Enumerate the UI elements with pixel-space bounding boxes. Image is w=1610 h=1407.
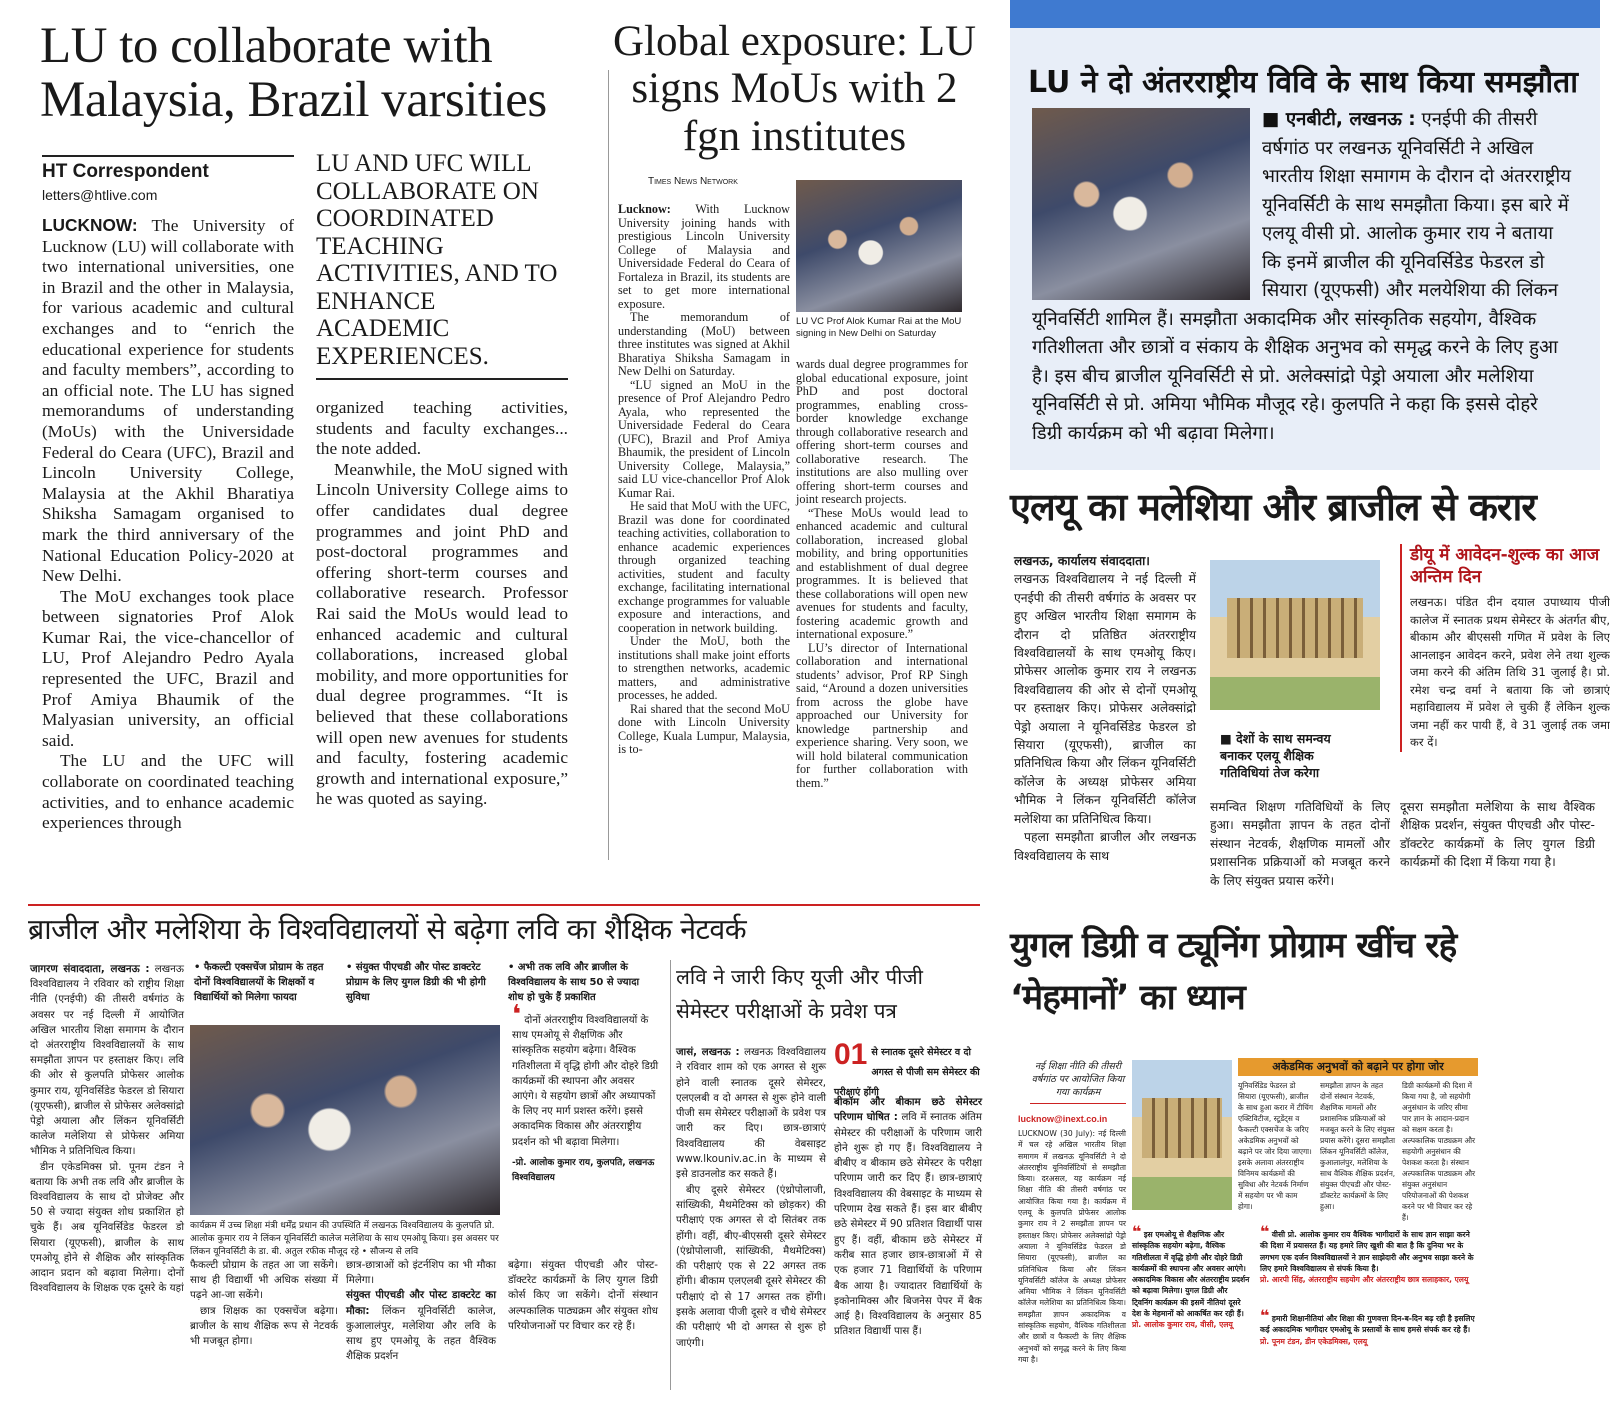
jagran-text-6: लिंकन यूनिवर्सिटी कालेज, कुआलालंपुर, मलेशिया और लवि के साथ हुए एमओयू के तहत वैश्विक शैक्षिक प्रदर्शन	[346, 1304, 496, 1363]
toi-para-5: Under the MoU, both the institutions shall make joint efforts to strengthen networks, academic matters, and administrative processes, he added.	[618, 634, 790, 702]
nbt-top-band	[1010, 0, 1600, 28]
ht-email: letters@htlive.com	[42, 187, 158, 203]
inext-quote-1-text: इस एमओयू से शैक्षणिक और सांस्कृतिक सहयोग बढ़ेगा, वैश्विक गतिशीलता में वृद्धि होगी और दोहरे डिग्री कार्यक्रमों की स्थापना और अवसर आएंगे। अकादमिक विकास और अंतरराष्ट्रीय प्रदर्शन को बढ़ावा मिलेगा। युगल डिग्री और टि्वनिंग कार्यक्रम की इसमें नीतियां दूसरे देश के मेहमानों को आकर्षित कर रही हैं।	[1132, 1230, 1250, 1319]
jagran-para-4: छात्र शिक्षक का एक्सचेंज बढ़ेगा। ब्राजील के साथ शैक्षिक रूप से नेटवर्क भी मजबूत होगा।	[190, 1304, 338, 1348]
ht-byline-block	[42, 155, 294, 203]
toi-photo	[796, 180, 962, 312]
exam-dateline: जासं, लखनऊ :	[676, 1047, 740, 1058]
toi-col1	[618, 203, 790, 757]
inext-kicker: नई शिक्षा नीति की तीसरी वर्षगांठ पर आयोजित किया गया कार्यक्रम	[1030, 1060, 1126, 1104]
toi-para-2: The memorandum of understanding (MoU) between three institutes was signed at Akhil Bharatiya Shiksha Samagam in New Delhi on Saturday.	[618, 310, 790, 378]
hindustan-photo-caption: ■ देशों के साथ समन्वय बनाकर एलयू शैक्षिक गतिविधियां तेज करेगा	[1220, 731, 1331, 780]
inext-headline: युगल डिग्री व ट्यूनिंग प्रोग्राम खींच रहे ‘मेहमानों’ का ध्यान	[1010, 926, 1457, 1018]
ht-para-4: organized teaching activities, students and faculty exchanges... the note added.	[316, 398, 568, 459]
jagran-col1	[30, 962, 184, 1296]
ht-para-1	[42, 215, 294, 587]
exam-text-2: लवि में स्नातक अंतिम सेमेस्टर की परीक्षाओं के परिणाम जारी होने शुरू हो गए हैं। विश्वविद्यालय ने बीबीए व बीकाम छठे सेमेस्टर के परीक्षा परिणाम जारी कर दिए हैं। छात्र-छात्राएं विश्वविद्यालय की वेबसाइट के माध्यम से परिणाम देख सकते हैं। इस बार बीबीए छठे सेमेस्टर में 90 प्रतिशत विद्यार्थी पास हुए हैं। वहीं, बीकाम छठे सेमेस्टर में करीब सात हजार छात्र-छात्राओं में से एक हजार 71 विद्यार्थियों के परिणाम बैक आया है। ज्यादातर विद्यार्थियों के इकोनामिक्स और बिजनेस पेपर में बैक आई है। विश्वविद्यालय के अनुसार 85 प्रतिशत विद्यार्थी पास हैं।	[834, 1112, 982, 1338]
ht-dateline: LUCKNOW:	[42, 215, 138, 235]
nbt-text	[1032, 106, 1572, 448]
toi-para-3: “LU signed an MoU in the presence of Prof Alejandro Pedro Ayala, who represented the Universidade Federal do Ceara (UFC), Brazil and Prof Amiya Bhaumik, the president of Lincoln University College, Malaysia,” said LU vice-chancellor Prof Alok Kumar Rai.	[618, 377, 790, 500]
du-fee-text: लखनऊ। पंडित दीन दयाल उपाध्याय पीजी कालेज में स्नातक प्रथम सेमेस्टर के अंतर्गत बीए, बीकाम और बीएससी गणित में प्रवेश के लिए आनलाइन आवेदन करने, प्रवेश लेने तथा शुल्क जमा करने की अंतिम तिथि 31 जुलाई है। प्रो. रमेश चन्द्र वर्मा ने बताया कि जो छात्राएं महाविद्यालय में प्रवेश ले चुकी हैं लेकिन शुल्क जमा नहीं कर पायी हैं, वे 31 जुलाई तक जमा कर दें।	[1410, 595, 1610, 749]
toi-text-1: With Lucknow University joining hands with prestigious Lincoln University College of Malaysia and Universidade Federal do Ceara of Fortaleza in Brazil, its students are set to get more international exposure.	[618, 202, 790, 311]
jagran-col3	[346, 1258, 496, 1364]
exam-number: 01	[834, 1038, 868, 1071]
red-top-rule	[28, 904, 980, 906]
toi-para-6: Rai shared that the second MoU done with Lincoln University College, Kuala Lumpur, Malaysia, is to-	[618, 701, 790, 756]
ht-text-1: The University of Lucknow (LU) will collaborate with two international universities, one in Brazil and the other in Malaysia, for various academic and cultural exchanges and to “enrich the educational experience for students and faculty members”, according to an official note. The LU has signed memorandums of understanding (MoUs) with the Universidade Federal do Ceara (UFC), Brazil and Lincoln University College, Malaysia at the Akhil Bharatiya Shiksha Samagam organised to mark the third anniversary of the National Education Policy-2020 at New Delhi.	[42, 216, 294, 586]
nbt-body: एनईपी की तीसरी वर्षगांठ पर लखनऊ यूनिवर्सिटी ने अखिल भारतीय शिक्षा समागम के दौरान दो अंतरराष्ट्रीय यूनिवर्सिटी के साथ समझौता किया। इस बारे में एलयू वीसी प्रो. आलोक कुमार राय ने बताया कि इनमें ब्राजील की यूनिवर्सिडेड फेडरल डो सियारा (यूएफसी) और मलयेशिया की लिंकन यूनिवर्सिटी शामिल हैं। समझौता अकादमिक और सांस्कृतिक सहयोग, वैश्विक गतिशीलता और छात्रों व संकाय के शैक्षिक अनुभव को समृद्ध करने के लिए हुआ है। इस बीच ब्राजील यूनिवर्सिटी से प्रो. अलेक्सांद्रो पेड्रो अयाला और मलेशिया यूनिवर्सिटी से प्रो. अमिया भौमिक मौजूद रहे। कुलपति ने कहा कि इससे दोहरे डिग्री कार्यक्रम को भी बढ़ावा मिलेगा।	[1032, 109, 1571, 444]
column-divider-2	[670, 960, 671, 1390]
toi-headline: Global exposure: LU signs MoUs with 2 fgn institutes	[612, 18, 977, 160]
column-divider	[608, 70, 609, 860]
jagran-text-1: लखनऊ विश्वविद्यालय ने रविवार को राष्ट्रीय शिक्षा नीति (एनईपी) की तीसरी वर्षगांठ के अवसर पर नई दिल्ली में आयोजित अखिल भारतीय शिक्षा समागम के दौरान दो अंतरराष्ट्रीय विश्वविद्यालयों के साथ समझौता ज्ञापन पर हस्ताक्षर किए। लवि की ओर से कुलपति प्रोफेसर आलोक कुमार राय, यूनिवर्सिडेड फेडरल डो सियारा (यूएफसी), ब्राजील से प्रोफेसर अलेक्सांद्रो पेड्रो अयाला और लिंकन यूनिवर्सिटी कालेज मलेशिया से प्रोफेसर अमिया भौमिक ने प्रतिनिधित्व किया।	[30, 963, 184, 1158]
inext-article	[1010, 920, 1480, 1400]
jagran-para-6	[346, 1288, 496, 1364]
du-fee-box	[1400, 544, 1610, 752]
du-fee-headline: डीयू में आवेदन-शुल्क का आज अन्तिम दिन	[1410, 545, 1600, 587]
jagran-quote: दोनों अंतरराष्ट्रीय विश्वविद्यालयों के साथ एमओयू से शैक्षणिक और सांस्कृतिक सहयोग बढ़ेगा। वैश्विक गतिशीलता में वृद्धि होगी और दोहरे डिग्री कार्यक्रमों की स्थापना और अवसर आएंगे। ये सहयोग छात्रों और अध्यापकों के लिए नए मार्ग प्रशस्त करेंगे। इससे अकादमिक विकास और अंतरराष्ट्रीय प्रदर्शन को भी बढ़ावा मिलेगा।	[512, 1015, 659, 1148]
jagran-headline: ब्राजील और मलेशिया के विश्वविद्यालयों से बढ़ेगा लवि का शैक्षिक नेटवर्क	[28, 913, 747, 946]
inext-quote-2-text: वीसी प्रो. आलोक कुमार राय वैश्विक भागीदारों के साथ ज्ञान साझा करने की दिशा में प्रयासरत हैं। यह हमारे लिए खुशी की बात है कि दुनिया भर के लगभग एक दर्जन विश्वविद्यालयों ने ज्ञान साझेदारी और अनुभव साझा करने के लिए हमारे विश्वविद्यालय से संपर्क किया है।	[1260, 1230, 1474, 1273]
exam-highlight	[834, 1040, 980, 1100]
exam-headline: लवि ने जारी किए यूजी और पीजी सेमेस्टर परीक्षाओं के प्रवेश पत्र	[676, 965, 923, 1023]
ht-headline: LU to collaborate with Malaysia, Brazil varsities	[40, 18, 547, 128]
quote-mark-icon: ❝	[1260, 1306, 1270, 1325]
inext-photo	[1132, 1060, 1232, 1210]
inext-box-col2: समझौता ज्ञापन के तहत दोनों संस्थान नेटवर्क, शैक्षणिक मामलों और प्रशासनिक प्रक्रियाओं को मजबूत करने के लिए संयुक्त प्रयास करेंगे। दूसरा समझौता लिंकन यूनिवर्सिटी कॉलेज, कुआलालंपुर, मलेशिया के साथ वैश्विक शैक्षिक प्रदर्शन, संयुक्त पीएचडी और पोस्ट-डॉक्टरेट कार्यक्रमों के लिए हुआ।	[1320, 1081, 1396, 1211]
hindustan-col3: दूसरा समझौता मलेशिया के साथ वैश्विक शैक्षिक प्रदर्शन, संयुक्त पीएचडी और पोस्ट-डॉक्टरेट कार्यक्रमों के लिए युगल डिग्री कार्यक्रमों की दिशा में किया गया है।	[1400, 800, 1595, 870]
ht-para-3: The LU and the UFC will collaborate on coordinated teaching activities, and to enhance academic experiences through	[42, 751, 294, 833]
jagran-quote-box	[512, 1000, 660, 1186]
toi-dateline: Lucknow:	[618, 202, 671, 216]
exam-col1	[676, 1045, 826, 1351]
hindustan-dateline: लखनऊ, कार्यालय संवाददाता।	[1014, 554, 1150, 568]
toi-para-8: “These MoUs would lead to enhanced academic and cultural collaboration, increased global mobility, and bring opportunities and establishment of dual degree programmes. It is believed that these collaborations will open new avenues for students and faculty, fostering academic growth and international exposure.”	[796, 505, 968, 641]
jagran-para-1	[30, 962, 184, 1160]
jagran-bullet-3: • अभी तक लवि और ब्राजील के विश्वविद्यालय के साथ 50 से ज्यादा शोध हो चुके हैं प्रकाशित	[508, 962, 640, 1003]
hindustan-article	[1010, 480, 1610, 900]
ht-byline: HT Correspondent	[42, 155, 294, 183]
nbt-headline: LU ने दो अंतरराष्ट्रीय विवि के साथ किया समझौता	[1028, 65, 1579, 100]
ht-col1	[42, 215, 294, 834]
jagran-dateline: जागरण संवाददाता, लखनऊ :	[30, 963, 150, 975]
toi-para-4: He said that MoU with the UFC, Brazil was done for coordinated teaching activities, collaboration to enhance academic experiences through organized teaching activities, student and faculty exchange, facilitating international exchange programmes for valuable exposure and interactions, and cooperation in network building.	[618, 499, 790, 635]
quote-mark-icon: ❛	[512, 1000, 522, 1030]
lu-building-photo	[1210, 560, 1380, 710]
exam-number-text: से स्नातक दूसरे सेमेस्टर व दो अगस्त से पीजी सम सेमेस्टर की परीक्षाएं होंगी	[834, 1047, 980, 1098]
toi-caption: LU VC Prof Alok Kumar Rai at the MoU signing in New Delhi on Saturday	[796, 316, 962, 339]
ht-para-5: Meanwhile, the MoU signed with Lincoln University College aims to offer candidates dual degree programmes and joint PhD and post-doctoral programmes and offering short-term courses and collaborative research. Professor Rai said the MoUs would lead to enhanced academic and cultural collaborations, increased global mobility, and more opportunities for dual degree programmes. “It is believed that these collaborations will open new avenues for students and faculty, fostering academic growth and international exposure,” he was quoted as saying.	[316, 459, 568, 809]
inext-email: lucknow@inext.co.in	[1018, 1114, 1108, 1124]
inext-quote-3-by: प्रो. पूनम टंडन, डीन एकेडमिक्स, एलयू	[1260, 1336, 1368, 1346]
inext-quote-2-by: प्रो. आरपी सिंह, अंतरराष्ट्रीय सहयोग और अंतरराष्ट्रीय छात्र सलाहकार, एलयू	[1260, 1275, 1469, 1285]
exam-subhead: बीकॉम और बीकाम छठे सेमेस्टर परिणाम घोषित :	[834, 1097, 982, 1124]
hindustan-headline: एलयू का मलेशिया और ब्राजील से करार	[1010, 485, 1536, 529]
jagran-para-5: छात्र-छात्राओं को इंटर्नशिप का भी मौका मिलेगा।	[346, 1259, 496, 1287]
inext-quote-1	[1132, 1222, 1250, 1331]
jagran-bullet-1: • फैकल्टी एक्सचेंज प्रोग्राम के तहत दोनों विश्वविद्यालयों के शिक्षकों व विद्यार्थियों को मिलेगा फायदा	[194, 962, 324, 1003]
inext-quote-3	[1260, 1306, 1476, 1347]
toi-para-1	[618, 203, 790, 311]
quote-mark-icon: ❝	[1260, 1222, 1270, 1241]
jagran-photo	[190, 1025, 500, 1215]
hindustan-col2: समन्वित शिक्षण गतिविधियों के लिए हुआ। समझौता ज्ञापन के तहत दोनों संस्थान नेटवर्क, शैक्षणिक मामलों और प्रशासनिक प्रक्रियाओं को मजबूत करने के लिए संयुक्त प्रयास करेंगे।	[1210, 800, 1390, 888]
ht-col2	[316, 398, 568, 810]
exam-para-1	[676, 1045, 826, 1183]
toi-para-7: wards dual degree programmes for global educational exposure, joint PhD and post doctoral programmes, enabling cross-border knowledge exchange through collaborative research and offering short-term courses and collaborative research. The institutions are also mulling over offering short-term courses and joint research projects.	[796, 357, 968, 506]
jagran-bullet-2: • संयुक्त पीएचडी और पोस्ट डाक्टरेट प्रोग्राम के लिए युगल डिग्री की भी होगी सुविधा	[346, 962, 486, 1003]
exam-para-2: बीए दूसरे सेमेस्टर (एंथ्रोपोलाजी, सांख्यिकी, मैथमेटिक्स को छोड़कर) की परीक्षाएं एक अगस्त से दो सितंबर तक होंगी। वहीं, बीए-बीएससी दूसरे सेमेस्टर (एंथ्रोपोलाजी, सांख्यिकी, मैथमेटिक्स) की परीक्षाएं एक से 22 अगस्त तक होंगी। बीकाम एलएलबी दूसरे सेमेस्टर की परीक्षाएं दो से 17 अगस्त तक होंगी। इसके अलावा पीजी दूसरे व चौथे सेमेस्टर की परीक्षाएं भी दो अगस्त से शुरू हो जाएंगी।	[676, 1184, 826, 1349]
inext-box-col1: यूनिवर्सिडेड फेडरल डो सियारा (यूएफसी), ब्राजील के साथ हुआ करार में टीचिंग एक्टिविटीज, स्टूडेंट्स व फैकल्टी एक्सचेंज के जरिए अकेडमिक अनुभवों को बढ़ाने पर जोर दिया जाएगा। इसके अलावा अंतरराष्ट्रीय विनिमय कार्यक्रमों की सुविधा और नेटवर्क निर्माण में सहयोग पर भी काम होगा।	[1238, 1081, 1313, 1211]
jagran-para-2: डीन एकेडमिक्स प्रो. पूनम टंडन ने बताया कि अभी तक लवि और ब्राजील के विश्वविद्यालय के साथ दो प्रोजेक्ट और 50 से ज्यादा संयुक्त शोध प्रकाशित हो चुके हैं। अब यूनिवर्सिडेड फेडरल डो सियारा (यूएफसी), ब्राजील के साथ एमओयू होने से शैक्षिक और सांस्कृतिक आदान प्रदान को बढ़ावा मिलेगा। दोनों विश्वविद्यालय के शिक्षक एक दूसरे के यहां	[30, 1160, 184, 1295]
exam-article	[676, 960, 982, 1400]
jagran-col4: बढ़ेगा। संयुक्त पीएचडी और पोस्ट-डॉक्टरेट कार्यक्रमों के लिए युगल डिग्री कोर्स किए जा सकेंगे। दोनों संस्थान अल्पकालिक पाठ्यक्रम और संयुक्त शोध परियोजनाओं पर विचार कर रहे हैं।	[508, 1259, 658, 1332]
exam-col2	[834, 1095, 982, 1340]
toi-agency: Times News Network	[648, 176, 738, 187]
ht-pullquote: LU AND UFC WILL COLLABORATE ON COORDINATED TEACHING ACTIVITIES, AND TO ENHANCE ACADEMIC EXPERIENCES.	[316, 150, 568, 380]
nbt-photo-float	[1032, 106, 1262, 304]
jagran-quote-by: -प्रो. आलोक कुमार राय, कुलपति, लखनऊ विश्वविद्यालय	[512, 1157, 655, 1184]
jagran-col2	[190, 1258, 338, 1349]
inext-box-head: अकेडमिक अनुभवों को बढ़ाने पर होगा जोर	[1238, 1058, 1478, 1076]
jagran-photo-caption: कार्यक्रम में उच्च शिक्षा मंत्री धर्मेंद्र प्रधान की उपस्थिति में लखनऊ विश्वविद्यालय के कुलपति प्रो. आलोक कुमार राय ने लिंकन यूनिवर्सिटी कालेज मलेशिया के साथ एमओयू किया। इस अवसर पर लिंकन यूनिवर्सिटी के डा. बी. अतुल रफीक मौजूद रहे • सौजन्य से लवि	[190, 1221, 499, 1257]
exam-text-1: लखनऊ विश्वविद्यालय ने रविवार शाम को एक अगस्त से शुरू होने वाली स्नातक दूसरे सेमेस्टर, एलएलबी व दो अगस्त से शुरू होने वाली पीजी सम सेमेस्टर परीक्षाओं के प्रवेश पत्र जारी कर दिए। छात्र-छात्राएं विश्वविद्यालय की वेबसाइट www.lkouniv.ac.in के माध्यम से इसे डाउनलोड कर सकते हैं।	[676, 1047, 827, 1181]
toi-col2	[796, 358, 968, 790]
quote-mark-icon: ❝	[1132, 1222, 1142, 1241]
toi-para-9: LU’s director of International collaboration and international students’ advisor, Prof RP Singh said, “Around a dozen universities from across the globe have approached our University for knowledge partnership and experience sharing. Very soon, we will hold bilateral communication for further collaboration with them.”	[796, 640, 968, 790]
hindustan-para-1: लखनऊ विश्वविद्यालय ने नई दिल्ली में एनईपी की तीसरी वर्षगांठ के अवसर पर हुए अखिल भारतीय शिक्षा समागम के दौरान दो प्रतिष्ठित अंतरराष्ट्रीय विश्वविद्यालयों के साथ एमओयू किए। प्रोफेसर आलोक कुमार राय ने लखनऊ विश्वविद्यालय की ओर से दोनों एमओयू पर हस्ताक्षर किए। प्रोफेसर अलेक्सांद्रो पेड्रो अयाला ने यूनिवर्सिडेड फेडरल डो सियारा (यूएफसी), ब्राजील का प्रतिनिधित्व किया और लिंकन यूनिवर्सिटी कॉलेज के अध्यक्ष प्रोफेसर अमिया भौमिक ने लिंकन यूनिवर्सिटी कॉलेज मलेशिया का प्रतिनिधित्व किया।	[1014, 572, 1196, 826]
ht-article	[40, 20, 570, 860]
nbt-dateline: ■ एनबीटी, लखनऊ :	[1262, 109, 1416, 130]
jagran-para-3: फैकल्टी प्रोग्राम के तहत आ जा सकेंगे। साथ ही विद्यार्थी भी अधिक संख्या में पढ़ने आ-जा सकेंगे।	[190, 1259, 338, 1302]
inext-quote-2	[1260, 1222, 1476, 1285]
inext-box-col3: डिग्री कार्यक्रमों की दिशा में किया गया है, जो सहयोगी अनुसंधान के जरिए सीमा पार ज्ञान के आदान-प्रदान को सक्षम करता है। अल्पकालिक पाठ्यक्रम और सहयोगी अनुसंधान की पेशकश करता है। संस्थान अल्पकालिक पाठ्यक्रम और संयुक्त अनुसंधान परियोजनाओं की पेशकश करने पर भी विचार कर रहे हैं।	[1402, 1081, 1476, 1222]
ht-para-2: The MoU exchanges took place between signatories Prof Alok Kumar Rai, the vice-chancellor of LU, Prof Alejandro Pedro Ayala represented the UFC, Brazil and Prof Amiya Bhaumik of the Malyasian university, an official said.	[42, 586, 294, 750]
hindustan-para-2: पहला समझौता ब्राजील और लखनऊ विश्वविद्यालय के साथ	[1014, 830, 1196, 863]
inext-quote-1-by: प्रो. आलोक कुमार राय, वीसी, एलयू	[1132, 1320, 1233, 1330]
inext-col1: LUCKNOW (30 July): नई दिल्ली में चल रहे अखिल भारतीय शिक्षा समागम में लखनऊ यूनिवर्सिटी ने दो अंतरराष्ट्रीय यूनिवर्सिटियों से समझौता किया। दरअसल, यह कार्यक्रम नई शिक्षा नीति की तीसरी वर्षगांठ पर आयोजित किया गया है। कार्यक्रम में एलयू के कुलपति प्रोफेसर आलोक कुमार राय ने 2 समझौता ज्ञापन पर हस्ताक्षर किए। प्रोफेसर अलेक्सांद्रो पेड्रो अयाला ने यूनिवर्सिडेड फेडरल डो सियारा (यूएफसी), ब्राजील का प्रतिनिधित्व किया और लिंकन यूनिवर्सिटी कॉलेज के अध्यक्ष प्रोफेसर अमिया भौमिक ने लिंकन यूनिवर्सिटी कॉलेज मलेशिया का प्रतिनिधित्व किया। समझौता ज्ञापन अकादमिक व सांस्कृतिक सहयोग, वैश्विक गतिशीलता और छात्रों व फैकल्टी के लिए शैक्षिक अनुभवों को समृद्ध करने के लिए किया गया है।	[1018, 1129, 1126, 1364]
toi-article	[612, 18, 982, 866]
inext-quote-3-text: हमारी शिक्षानीतियां और शिक्षा की गुणवत्ता दिन-ब-दिन बढ़ रही है इसलिए कई अकादमिक भागीदार एमओयू के प्रस्तावों के साथ हमसे संपर्क कर रहे हैं।	[1260, 1314, 1475, 1335]
nbt-article	[1010, 0, 1600, 470]
jagran-subhead: संयुक्त पीएचडी और पोस्ट डाक्टरेट का मौका:	[346, 1289, 496, 1317]
hindustan-col1	[1014, 552, 1196, 865]
